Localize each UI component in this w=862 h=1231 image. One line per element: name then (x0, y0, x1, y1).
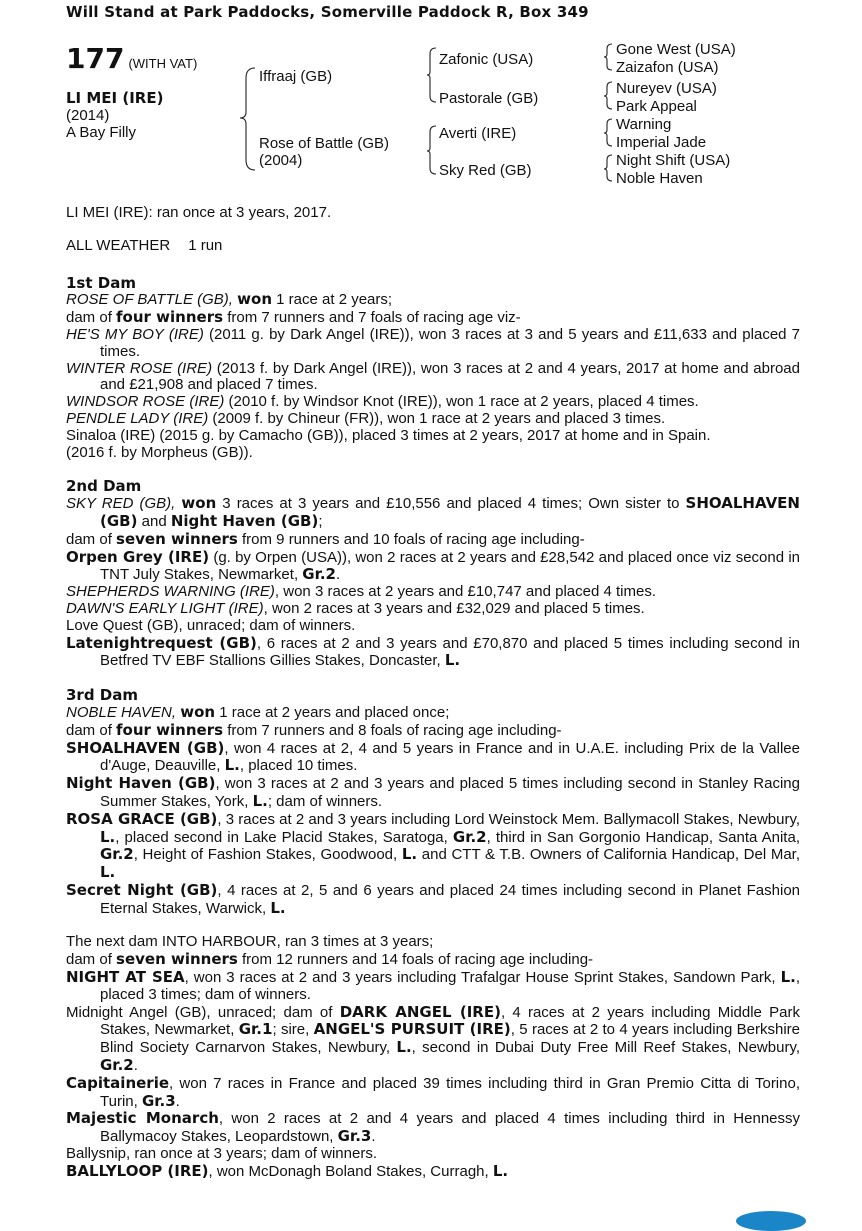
pedigree-sss: Gone West (USA) (616, 41, 736, 58)
pedigree-sdd: Park Appeal (616, 98, 697, 115)
progeny-name: Orpen Grey (IRE) (66, 547, 210, 566)
dam3-heading: 3rd Dam (66, 686, 138, 705)
dam4-progeny-3 (66, 1075, 800, 1111)
progeny-text: ; sire, (272, 1021, 314, 1039)
dam2-progeny-1 (66, 549, 800, 585)
progeny-name: BALLYLOOP (IRE) (66, 1161, 209, 1180)
pedigree-sire-dam: Pastorale (GB) (439, 90, 539, 107)
dam3-text: 1 race at 2 years and placed once; (215, 703, 450, 721)
pedigree-brackets (0, 0, 862, 200)
dam3-progeny-2 (66, 775, 800, 811)
dam1-won: won (237, 290, 272, 309)
progeny-name: Latenightrequest (GB) (66, 633, 257, 652)
dam2-winners: seven winners (116, 529, 238, 548)
grade: Gr.2 (302, 565, 336, 584)
progeny-text: , 4 races at 2, 5 and 6 years and placed 24 times including second in Planet Fashion Eternal Stakes, Warwick, (100, 881, 800, 917)
dam1-progeny-3 (66, 394, 800, 411)
bracket-gen3-2 (604, 82, 612, 109)
progeny-end: , placed 10 times. (239, 757, 358, 775)
dam1-progeny-5: Sinaloa (IRE) (2015 g. by Camacho (GB)), placed 3 times at 2 years, 2017 at home and in Spain. (66, 426, 711, 444)
dam2-runners: from 9 runners and 10 foals of racing age including- (237, 530, 585, 548)
pedigree-sire-sire: Zafonic (USA) (439, 51, 534, 68)
grade: Gr.1 (238, 1020, 273, 1039)
dam1-runners: from 7 runners and 7 foals of racing age viz- (223, 309, 521, 327)
dam2-text: 3 races at 3 years and £10,556 and placed 4 times; Own sister to (216, 495, 686, 513)
dam3-runners: from 7 runners and 8 foals of racing age including- (223, 721, 562, 739)
progeny-text: and CTT & T.B. Owners of California Handicap, Del Mar, (417, 846, 800, 864)
dam1-produce-line (66, 309, 800, 327)
grade: L. (270, 898, 286, 917)
dam4-winners: seven winners (116, 950, 238, 969)
dam2-progeny-5 (66, 635, 800, 671)
dam3-dam-of: dam of (66, 721, 117, 739)
progeny-text: , won 4 races at 2, 4 and 5 years in France and in U.A.E. including Prix de la Vallee d'Auge, Deauville, (100, 739, 800, 775)
race-summary: LI MEI (IRE): ran once at 3 years, 2017. (66, 204, 332, 221)
progeny-end: . (371, 1128, 376, 1146)
grade: L. (396, 1038, 412, 1057)
lot-number: 177 (66, 42, 125, 75)
bracket-gen1 (240, 68, 255, 170)
dam2-sibling-2: Night Haven (GB) (170, 511, 319, 530)
grade: Gr.2 (100, 1056, 134, 1075)
progeny-name: Night Haven (GB) (66, 774, 216, 793)
pedigree-ddd: Noble Haven (616, 170, 703, 187)
progeny-end: . (133, 1057, 138, 1075)
progeny-text: , 6 races at 2 and 3 years and £70,870 and placed 5 times including second in Betfred TV EBF Stallions Gillies Stakes, Doncaster, (100, 634, 800, 670)
bracket-gen2-dam (427, 126, 436, 174)
dam2-and: and (137, 512, 171, 530)
progeny-text: , won 7 races in France and placed 39 times including third in Gran Premio Citta di Torino, Turin, (100, 1074, 800, 1110)
progeny-text: (g. by Orpen (USA)), won 2 races at 2 years and £28,542 and placed once viz second in TNT July Stakes, Newmarket, (100, 548, 800, 584)
grade: L. (224, 756, 240, 775)
pedigree-dam-sire: Averti (IRE) (439, 125, 517, 142)
dam2-progeny-3 (66, 601, 800, 618)
progeny-end: ; dam of winners. (267, 792, 383, 810)
dam1-winners: four winners (116, 308, 224, 327)
pedigree-sds: Nureyev (USA) (616, 80, 717, 97)
grade: Gr.3 (337, 1127, 372, 1146)
grade: L. (780, 968, 796, 987)
progeny-text: , won 3 races at 2 and 3 years including Trafalgar House Sprint Stakes, Sandown Park, (184, 969, 781, 987)
progeny-text: , placed second in Lake Placid Stakes, Saratoga, (115, 828, 453, 846)
dam2-sibling-1: SHOALHAVEN (GB) (100, 494, 800, 530)
dam3-record (66, 704, 800, 722)
surface-runs: 1 run (188, 236, 223, 254)
progeny-end: . (336, 566, 341, 584)
dam4-progeny-1 (66, 969, 800, 1004)
bracket-gen3-4 (604, 155, 612, 181)
progeny-name: ROSA GRACE (GB) (66, 809, 218, 828)
dam3-name: NOBLE HAVEN, (66, 703, 177, 721)
dam4-progeny-4 (66, 1110, 800, 1146)
dam2-progeny-2 (66, 584, 800, 601)
pedigree-dss: Warning (616, 116, 672, 133)
bracket-gen3-3 (604, 119, 612, 146)
dam1-progeny-2 (66, 361, 800, 395)
dam4-progeny-2 (66, 1004, 800, 1075)
progeny-text: Midnight Angel (GB), unraced; dam of (66, 1003, 340, 1021)
surface-record (66, 238, 800, 255)
dam1-text: 1 race at 2 years; (272, 291, 393, 309)
pedigree-dam-year: (2004) (259, 152, 303, 169)
grade: Gr.2 (452, 827, 487, 846)
progeny-name: DARK ANGEL (IRE) (339, 1002, 501, 1021)
horse-name: LI MEI (IRE) (66, 89, 164, 107)
pedigree-dds: Night Shift (USA) (616, 152, 731, 169)
pedigree-ssd: Zaizafon (USA) (616, 59, 719, 76)
progeny-name: Majestic Monarch (66, 1109, 219, 1128)
grade: L. (401, 845, 418, 864)
dam4-progeny-5: Ballysnip, ran once at 3 years; dam of winners. (66, 1145, 377, 1163)
grade: L. (100, 863, 116, 882)
progeny-text: , won 3 races at 2 and 3 years and placed 5 times including second in Stanley Racing Summer Stakes, York, (100, 775, 800, 810)
dam1-heading: 1st Dam (66, 273, 136, 292)
progeny-name: HE'S MY BOY (IRE) (66, 325, 204, 343)
dam4-progeny-6 (66, 1163, 800, 1181)
horse-year: (2014) (66, 107, 110, 124)
dam2-produce-line (66, 531, 800, 549)
progeny-text: (2010 f. by Windsor Knot (IRE)), won 1 race at 2 years, placed 4 times. (224, 393, 699, 411)
dam3-progeny-3 (66, 811, 800, 882)
progeny-text: (2013 f. by Dark Angel (IRE)), won 3 races at 2 and 4 years, 2017 at home and abroad and £21,908 and placed 7 times. (100, 359, 800, 394)
dam4-dam-of: dam of (66, 951, 117, 969)
progeny-name: NIGHT AT SEA (66, 968, 185, 987)
dam2-heading: 2nd Dam (66, 477, 142, 496)
dam1-dam-of: dam of (66, 309, 117, 327)
grade: L. (492, 1161, 509, 1180)
progeny-name: WINDSOR ROSE (IRE) (66, 393, 225, 411)
bracket-gen3-1 (604, 44, 612, 70)
progeny-text: , third in San Gorgonio Handicap, Santa Anita, (486, 828, 800, 846)
progeny-text: , won 2 races at 3 years and £32,029 and placed 5 times. (263, 599, 645, 617)
grade: L. (100, 827, 116, 846)
progeny-name: DAWN'S EARLY LIGHT (IRE) (66, 599, 264, 617)
dam4-produce-line (66, 951, 800, 969)
grade: L. (252, 791, 268, 810)
grade: Gr.3 (141, 1091, 176, 1110)
catalogue-body (66, 205, 800, 1181)
dam2-progeny-4: Love Quest (GB), unraced; dam of winners. (66, 616, 356, 634)
pedigree-sire: Iffraaj (GB) (259, 68, 333, 85)
progeny-name: Secret Night (GB) (66, 880, 218, 899)
progeny-end: . (175, 1092, 180, 1110)
dam1-name: ROSE OF BATTLE (GB), (66, 291, 233, 309)
dam3-progeny-4 (66, 882, 800, 918)
dam3-produce-line (66, 722, 800, 740)
dam2-dam-of: dam of (66, 530, 117, 548)
progeny-text: , 4 races at 2 years including Middle Park Stakes, Newmarket, (100, 1003, 800, 1039)
stand-location: Will Stand at Park Paddocks, Somerville Paddock R, Box 349 (66, 3, 589, 21)
pedigree-dam: Rose of Battle (GB) (259, 135, 390, 152)
dam3-won: won (180, 702, 216, 721)
dam3-winners: four winners (116, 720, 224, 739)
progeny-name: ANGEL'S PURSUIT (IRE) (313, 1020, 511, 1039)
vat-note: (WITH VAT) (128, 56, 198, 71)
dam1-progeny-6: (2016 f. by Morpheus (GB)). (66, 443, 253, 461)
progeny-text: , won 3 races at 2 years and £10,747 and placed 4 times. (274, 583, 656, 601)
dam1-progeny-1 (66, 327, 800, 361)
progeny-text: , 5 races at 2 to 4 years including Berkshire Blind Society Carnarvon Stakes, Newbury, (100, 1021, 800, 1057)
progeny-name: PENDLE LADY (IRE) (66, 409, 209, 427)
progeny-text: , 3 races at 2 and 3 years including Lord Weinstock Mem. Ballymacoll Stakes, Newbury, (217, 810, 801, 828)
progeny-name: WINTER ROSE (IRE) (66, 359, 213, 377)
dam1-progeny-4 (66, 411, 800, 428)
progeny-text: , second in Dubai Duty Free Mill Reef Stakes, Newbury, (411, 1039, 800, 1057)
progeny-name: SHEPHERDS WARNING (IRE) (66, 583, 275, 601)
dam1-record (66, 291, 800, 309)
dam2-name: SKY RED (GB), (66, 495, 176, 513)
pedigree-dsd: Imperial Jade (616, 134, 707, 151)
page-corner-badge (736, 1211, 806, 1231)
pedigree-dam-dam: Sky Red (GB) (439, 162, 532, 179)
dam4-intro: The next dam INTO HARBOUR, ran 3 times at 3 years; (66, 933, 434, 951)
progeny-text: , won 2 races at 2 and 4 years and placed 4 times including third in Hennessy Ballymacoy Stakes, Leopardstown, (100, 1110, 800, 1146)
grade: L. (444, 651, 461, 670)
progeny-end: , placed 3 times; dam of winners. (100, 969, 800, 1003)
dam2-semi: ; (318, 512, 323, 530)
progeny-name: SHOALHAVEN (GB) (66, 738, 225, 757)
progeny-text: , won McDonagh Boland Stakes, Curragh, (208, 1162, 493, 1180)
surface-label: ALL WEATHER (66, 236, 171, 254)
progeny-name: Capitainerie (66, 1073, 170, 1092)
bracket-gen2-sire (427, 48, 436, 102)
progeny-text: (2009 f. by Chineur (FR)), won 1 race at 2 years and placed 3 times. (208, 409, 666, 427)
grade: Gr.2 (100, 845, 134, 864)
dam3-progeny-1 (66, 740, 800, 776)
dam4-runners: from 12 runners and 14 foals of racing age including- (237, 951, 594, 969)
horse-description: A Bay Filly (66, 124, 137, 141)
dam2-record (66, 495, 800, 531)
progeny-text: , Height of Fashion Stakes, Goodwood, (133, 846, 402, 864)
dam2-won: won (181, 494, 217, 513)
progeny-text: (2011 g. by Dark Angel (IRE)), won 3 races at 3 and 5 years and £11,633 and placed 7 times. (100, 325, 801, 360)
